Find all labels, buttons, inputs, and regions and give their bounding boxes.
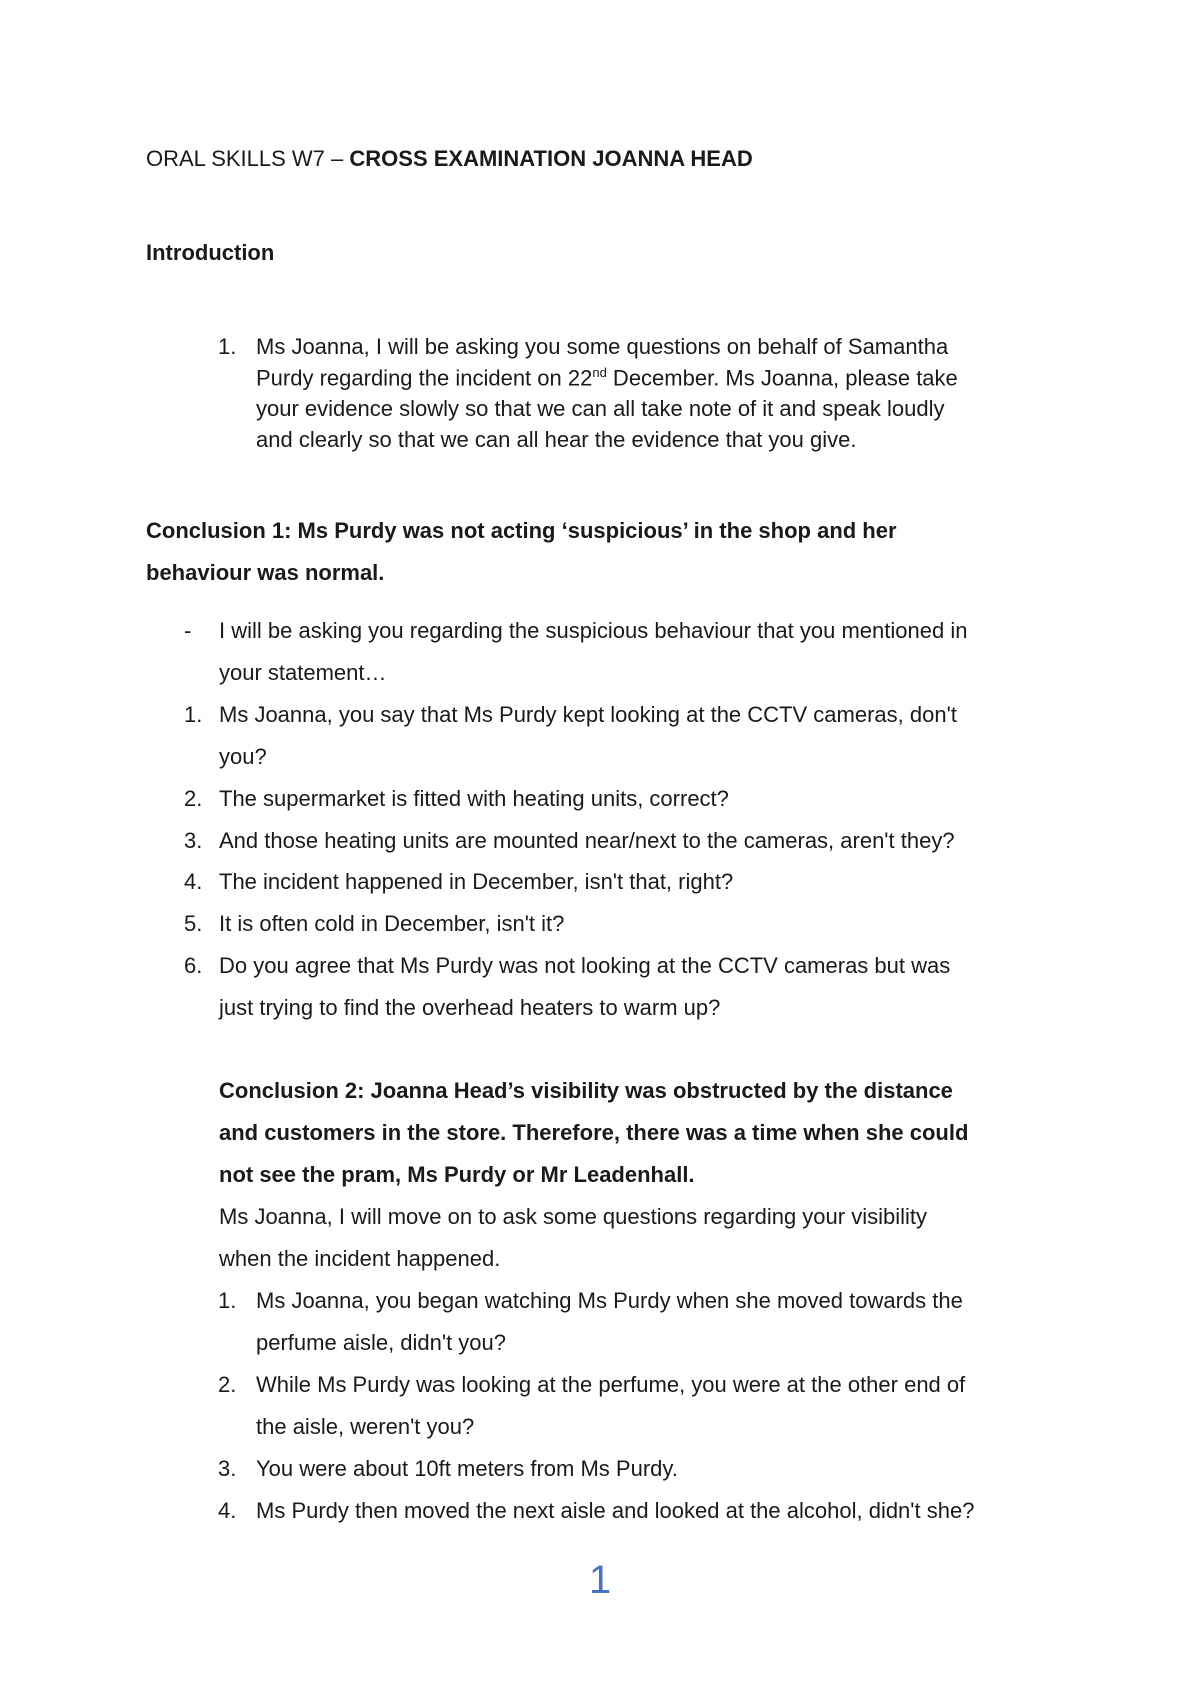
intro-item-line: and clearly so that we can all hear the evidence that you give.: [256, 427, 857, 452]
list-item-number: 3.: [184, 828, 203, 853]
intro-item-line: Ms Joanna, I will be asking you some questions on behalf of Samantha: [256, 334, 949, 359]
list-item: It is often cold in December, isn't it?: [219, 911, 565, 936]
list-item-number: 2.: [218, 1372, 237, 1397]
list-item: Ms Joanna, you say that Ms Purdy kept looking at the CCTV cameras, don't: [219, 702, 957, 727]
list-item-number: 4.: [184, 869, 203, 894]
list-item-number: 1.: [184, 702, 203, 727]
list-item-number: 4.: [218, 1498, 237, 1523]
list-item: Ms Purdy then moved the next aisle and looked at the alcohol, didn't she?: [256, 1498, 975, 1523]
intro-item-line: your evidence slowly so that we can all take note of it and speak loudly: [256, 396, 945, 421]
conclusion2-heading: Conclusion 2: Joanna Head’s visibility was obstructed by the distance: [219, 1078, 953, 1103]
conclusion1-intro-line: I will be asking you regarding the suspicious behaviour that you mentioned in: [219, 618, 968, 643]
title-prefix: ORAL SKILLS W7 –: [146, 146, 350, 171]
intro-item-number: 1.: [218, 334, 237, 359]
list-item: perfume aisle, didn't you?: [256, 1330, 507, 1355]
list-item: While Ms Purdy was looking at the perfume, you were at the other end of: [256, 1372, 966, 1397]
list-item: you?: [219, 744, 267, 769]
list-item-number: 5.: [184, 911, 203, 936]
conclusion2-heading: not see the pram, Ms Purdy or Mr Leadenhall.: [219, 1162, 695, 1187]
conclusion2-intro-line: Ms Joanna, I will move on to ask some questions regarding your visibility: [219, 1204, 927, 1229]
list-item-number: 2.: [184, 786, 203, 811]
document-title: [146, 146, 753, 172]
list-item: You were about 10ft meters from Ms Purdy.: [256, 1456, 678, 1481]
conclusion1-heading: Conclusion 1: Ms Purdy was not acting ‘suspicious’ in the shop and her: [146, 518, 897, 543]
title-main: CROSS EXAMINATION JOANNA HEAD: [349, 146, 753, 171]
list-item-number: 1.: [218, 1288, 237, 1313]
list-item: Ms Joanna, you began watching Ms Purdy when she moved towards the: [256, 1288, 963, 1313]
conclusion1-heading: behaviour was normal.: [146, 560, 385, 585]
list-item: the aisle, weren't you?: [256, 1414, 475, 1439]
list-item: just trying to find the overhead heaters to warm up?: [219, 995, 721, 1020]
page-number: 1: [588, 1558, 612, 1602]
list-item-number: 3.: [218, 1456, 237, 1481]
conclusion2-intro-line: when the incident happened.: [219, 1246, 501, 1271]
conclusion1-intro-line: your statement…: [219, 660, 387, 685]
list-item: And those heating units are mounted near/next to the cameras, aren't they?: [219, 828, 955, 853]
list-item-number: 6.: [184, 953, 203, 978]
list-item: The supermarket is fitted with heating units, correct?: [219, 786, 729, 811]
conclusion1-intro-marker: -: [184, 618, 192, 643]
introduction-heading: Introduction: [146, 240, 275, 265]
intro-item-line: Purdy regarding the incident on 22nd December. Ms Joanna, please take: [256, 365, 958, 391]
list-item: The incident happened in December, isn't that, right?: [219, 869, 734, 894]
list-item: Do you agree that Ms Purdy was not looking at the CCTV cameras but was: [219, 953, 951, 978]
conclusion2-heading: and customers in the store. Therefore, there was a time when she could: [219, 1120, 969, 1145]
